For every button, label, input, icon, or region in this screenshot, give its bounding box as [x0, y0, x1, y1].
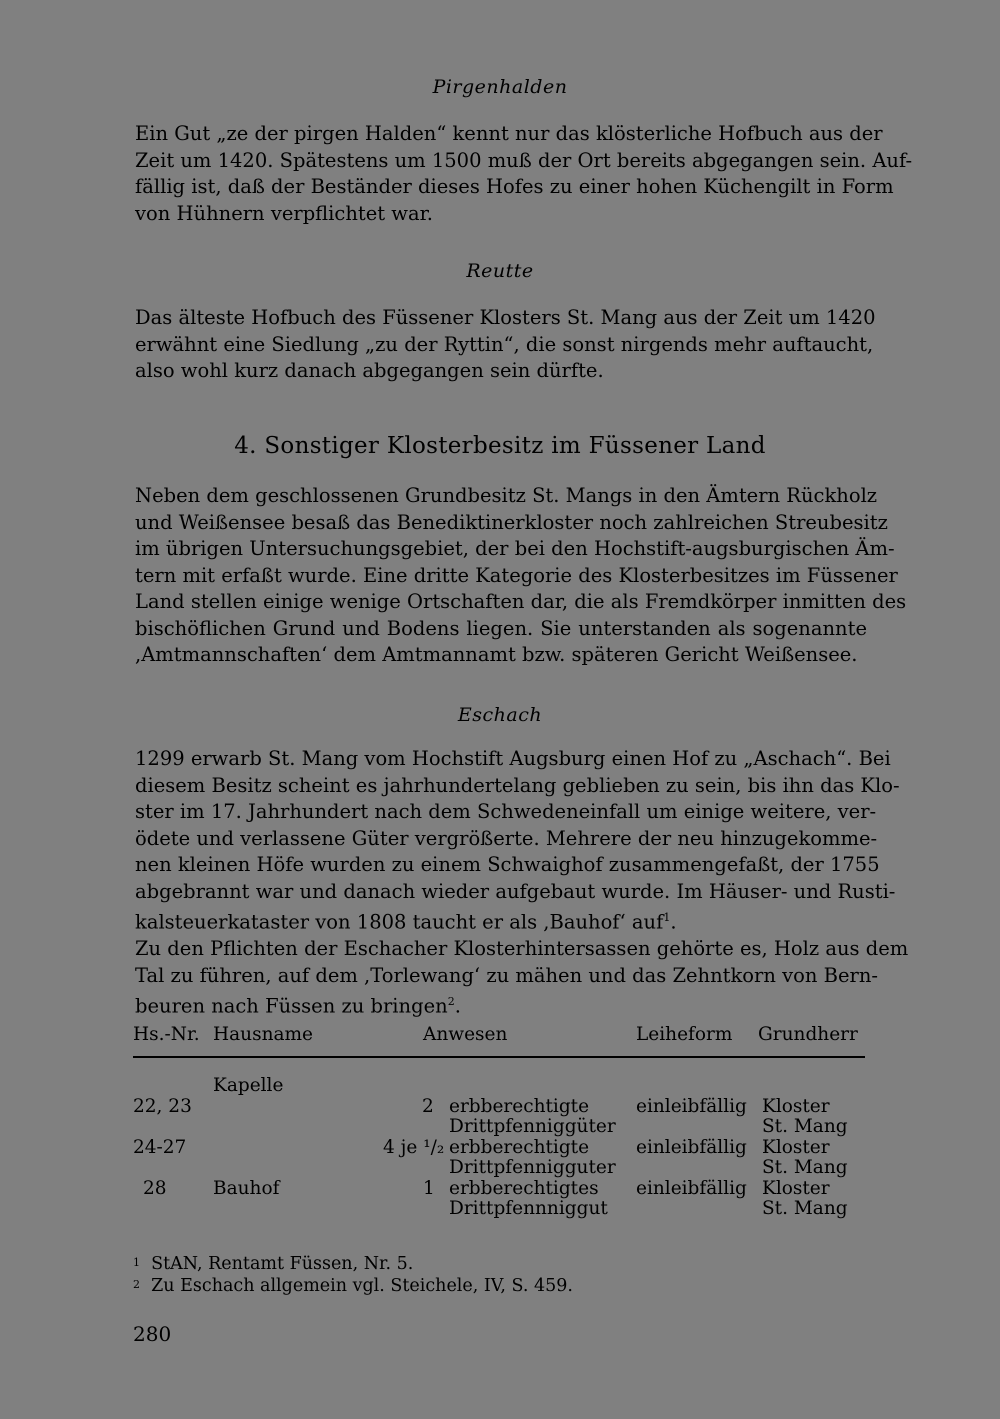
table-header-leiheform: Leiheform — [636, 1024, 733, 1045]
table-cell-anwesen: Drittpfennigguter — [449, 1157, 616, 1178]
section-heading-reutte: Reutte — [466, 260, 534, 282]
chapter-title: 4. Sonstiger Klosterbesitz im Füssener Land — [234, 433, 766, 459]
table-header-rule — [133, 1056, 865, 1058]
text-line: Zeit um 1420. Spätestens um 1500 muß der Ort bereits abgegangen sein. Auf- — [135, 148, 913, 172]
text-fragment: kalsteuerkataster von 1808 taucht er als ,Bauhof‘ auf — [135, 910, 664, 934]
table-cell-grundherr: St. Mang — [762, 1157, 848, 1178]
paragraph-reutte — [135, 305, 876, 385]
table-cell-grundherr: St. Mang — [762, 1116, 848, 1137]
table-header-anwesen: Anwesen — [423, 1024, 508, 1045]
table-group-kapelle: Kapelle — [213, 1075, 284, 1096]
text-line: fällig ist, daß der Beständer dieses Hofes zu einer hohen Küchengilt in Form — [135, 175, 894, 198]
footnote-1 — [133, 1254, 413, 1274]
text-line: Neben dem geschlossenen Grundbesitz St. Mangs in den Ämtern Rückholz — [135, 484, 878, 507]
table-header-grundherr: Grundherr — [758, 1024, 858, 1045]
page-number: 280 — [133, 1322, 172, 1346]
text-fragment: beuren nach Füssen zu bringen — [135, 994, 448, 1018]
text-line: ster im 17. Jahrhundert nach dem Schwedeneinfall um einige weitere, ver- — [135, 800, 877, 823]
table-cell-anwesen: Drittpfenniggüter — [449, 1116, 616, 1137]
text-line: Land stellen einige wenige Ortschaften dar, die als Fremdkörper inmitten des — [135, 590, 907, 613]
text-line: Tal zu führen, auf dem ,Torlewang‘ zu mähen und das Zehntkorn von Bern- — [135, 963, 878, 987]
table-cell-count: 1 — [423, 1178, 435, 1199]
footnote-text: Zu Eschach allgemein vgl. Steichele, IV, S. 459. — [151, 1276, 573, 1296]
text-line: Ein Gut „ze der pirgen Halden“ kennt nur das klösterliche Hofbuch aus der — [135, 122, 883, 145]
table-cell-grundherr: Kloster — [762, 1096, 830, 1117]
table-cell-nr: 24-27 — [133, 1137, 187, 1158]
footnote-ref: 1 — [663, 911, 671, 924]
text-line: 1299 erwarb St. Mang vom Hochstift Augsburg einen Hof zu „Aschach“. Bei — [135, 747, 891, 770]
text-line: ödete und verlassene Güter vergrößerte. Mehrere der neu hinzugekomme- — [135, 826, 878, 850]
footnote-number: 2 — [133, 1278, 140, 1291]
footnote-text: StAN, Rentamt Füssen, Nr. 5. — [151, 1254, 414, 1274]
table-cell-grundherr: Kloster — [762, 1137, 830, 1158]
table-cell-nr: 22, 23 — [133, 1096, 192, 1117]
text-line: nen kleinen Höfe wurden zu einem Schwaighof zusammengefaßt, der 1755 — [135, 853, 880, 876]
table-header-hsnr: Hs.-Nr. — [133, 1024, 200, 1045]
table-header-hausname: Hausname — [213, 1024, 314, 1045]
paragraph-eschach — [135, 746, 909, 1020]
text-line: tern mit erfaßt wurde. Eine dritte Kategorie des Klosterbesitzes im Füssener — [135, 563, 898, 587]
table-cell-hausname: Bauhof — [213, 1178, 280, 1199]
text-line: erwähnt eine Siedlung „zu der Ryttin“, die sonst nirgends mehr auftaucht, — [135, 332, 874, 356]
table-cell-grundherr: Kloster — [762, 1178, 830, 1199]
paragraph-chapter-intro — [135, 483, 907, 669]
table-cell-anwesen: erbberechtigte — [449, 1096, 590, 1117]
text-line: Das älteste Hofbuch des Füssener Klosters St. Mang aus der Zeit um 1420 — [135, 306, 876, 329]
table-cell-nr: 28 — [143, 1178, 167, 1199]
text-line: bischöflichen Grund und Bodens liegen. Sie unterstanden als sogenannte — [135, 616, 867, 640]
table-cell-anwesen: erbberechtigtes — [449, 1178, 599, 1199]
text-line: Zu den Pflichten der Eschacher Klosterhintersassen gehörte es, Holz aus dem — [135, 937, 909, 960]
section-heading-eschach: Eschach — [457, 704, 543, 726]
text-line: ,Amtmannschaften‘ dem Amtmannamt bzw. späteren Gericht Weißensee. — [135, 643, 858, 666]
text-line: kalsteuerkataster von 1808 taucht er als ,Bauhof‘ auf$^1$. — [135, 910, 677, 934]
section-heading-pirgenhalden: Pirgenhalden — [432, 76, 568, 98]
text-line: abgebrannt war und danach wieder aufgebaut wurde. Im Häuser- und Rusti- — [135, 879, 896, 903]
table-cell-leiheform: einleibfällig — [636, 1178, 747, 1199]
table-cell-grundherr: St. Mang — [762, 1198, 848, 1219]
footnote-ref: 2 — [447, 995, 455, 1008]
text-line: diesem Besitz scheint es jahrhundertelang geblieben zu sein, bis ihn das Klo- — [135, 773, 900, 797]
table-cell-anwesen: Drittpfennniggut — [449, 1198, 608, 1219]
footnote-number: 1 — [133, 1256, 140, 1269]
table-cell-count: 4 je ¹/₂ — [383, 1137, 445, 1158]
paragraph-pirgenhalden — [135, 121, 913, 227]
text-line: im übrigen Untersuchungsgebiet, der bei den Hochstift-augsburgischen Äm- — [135, 537, 895, 560]
table-cell-leiheform: einleibfällig — [636, 1096, 747, 1117]
table-cell-anwesen: erbberechtigte — [449, 1137, 590, 1158]
footnote-2 — [133, 1276, 573, 1296]
text-line: von Hühnern verpflichtet war. — [135, 201, 434, 225]
table-cell-count: 2 — [422, 1096, 434, 1117]
text-line: und Weißensee besaß das Benediktinerkloster noch zahlreichen Streubesitz — [135, 510, 888, 534]
text-line: beuren nach Füssen zu bringen$^2$. — [135, 994, 461, 1018]
text-line: also wohl kurz danach abgegangen sein dürfte. — [135, 359, 604, 382]
table-cell-leiheform: einleibfällig — [636, 1137, 747, 1158]
